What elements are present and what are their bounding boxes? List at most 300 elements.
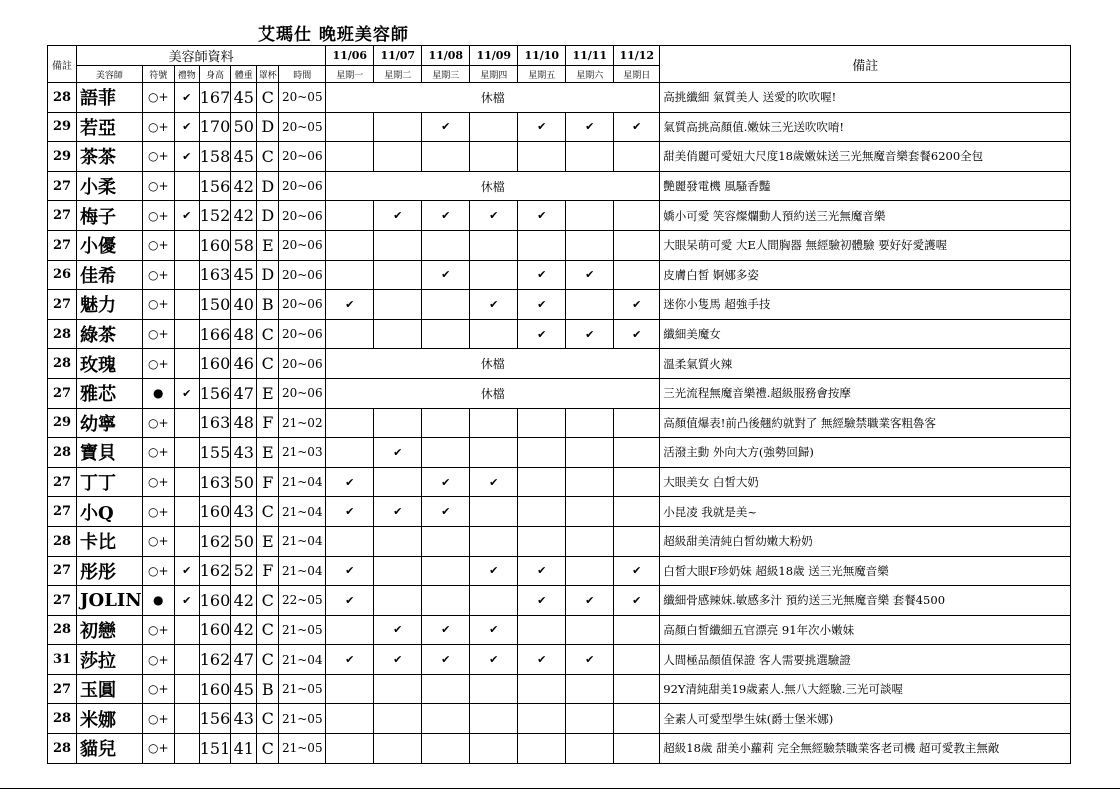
day-cell [470, 230, 518, 260]
name-cell: 茶茶 [77, 142, 143, 172]
time-cell: 20~06 [279, 319, 326, 349]
day-cell: ✔ [566, 260, 614, 290]
symbol-cell: ○+ [142, 142, 174, 172]
day-cell [326, 201, 374, 231]
day-cell [470, 142, 518, 172]
day-cell [326, 319, 374, 349]
cup-cell: C [257, 319, 279, 349]
symbol-cell: ○+ [142, 83, 174, 113]
day-cell: ✔ [566, 112, 614, 142]
weight-cell: 42 [231, 171, 257, 201]
table-row [48, 586, 1071, 616]
divider [0, 788, 1120, 789]
time-cell: 20~06 [279, 142, 326, 172]
gift-cell [174, 674, 199, 704]
day-cell: ✔ [422, 467, 470, 497]
day-cell [374, 556, 422, 586]
symbol-cell: ○+ [142, 290, 174, 320]
weight-cell: 45 [231, 83, 257, 113]
remark-cell: 大眼呆萌可愛 大E人間胸器 無經驗初體驗 要好好愛護喔 [660, 230, 1071, 260]
day-cell [614, 704, 660, 734]
day-cell [470, 704, 518, 734]
cup-cell: E [257, 230, 279, 260]
day-cell [614, 201, 660, 231]
day-cell: ✔ [614, 556, 660, 586]
age-cell: 27 [48, 467, 77, 497]
day-cell [422, 142, 470, 172]
symbol-cell: ○+ [142, 349, 174, 379]
remark-cell: 皮膚白皙 婀娜多姿 [660, 260, 1071, 290]
day-cell: ✔ [326, 586, 374, 616]
column-header: 身高 [199, 66, 231, 83]
symbol-cell: ○+ [142, 171, 174, 201]
name-cell: 玉圓 [77, 674, 143, 704]
date-header: 11/11 [566, 46, 614, 66]
remark-cell: 溫柔氣質火辣 [660, 349, 1071, 379]
cup-cell: C [257, 142, 279, 172]
day-cell [422, 556, 470, 586]
time-cell: 20~06 [279, 378, 326, 408]
name-cell: 綠茶 [77, 319, 143, 349]
schedule-table [47, 45, 1071, 764]
column-header: 時間 [279, 66, 326, 83]
name-cell: 初戀 [77, 615, 143, 645]
gift-cell: ✔ [174, 586, 199, 616]
height-cell: 151 [199, 734, 231, 764]
cup-cell: E [257, 438, 279, 468]
name-cell: 莎拉 [77, 645, 143, 675]
day-cell: ✔ [374, 201, 422, 231]
day-cell: ✔ [374, 645, 422, 675]
weight-cell: 45 [231, 674, 257, 704]
time-cell: 21~04 [279, 526, 326, 556]
age-cell: 27 [48, 586, 77, 616]
cup-cell: D [257, 201, 279, 231]
age-cell: 28 [48, 526, 77, 556]
day-cell [470, 674, 518, 704]
day-cell [566, 734, 614, 764]
remark-cell: 92Y清純甜美19歲素人.無八大經驗.三光可談喔 [660, 674, 1071, 704]
name-cell: 佳希 [77, 260, 143, 290]
name-cell: 魅力 [77, 290, 143, 320]
age-cell: 31 [48, 645, 77, 675]
weight-cell: 48 [231, 408, 257, 438]
height-cell: 156 [199, 704, 231, 734]
day-cell [614, 674, 660, 704]
gift-cell [174, 526, 199, 556]
day-cell: ✔ [518, 290, 566, 320]
day-cell [518, 438, 566, 468]
day-cell [422, 230, 470, 260]
age-cell: 29 [48, 112, 77, 142]
age-cell: 28 [48, 615, 77, 645]
symbol-cell: ○+ [142, 556, 174, 586]
day-cell: ✔ [518, 201, 566, 231]
cup-cell: F [257, 408, 279, 438]
table-row [48, 230, 1071, 260]
day-cell [470, 734, 518, 764]
rest-cell: 休檔 [326, 171, 660, 201]
name-cell: 若亞 [77, 112, 143, 142]
day-cell [614, 438, 660, 468]
gift-cell [174, 230, 199, 260]
cup-cell: C [257, 349, 279, 379]
symbol-cell: ○+ [142, 408, 174, 438]
day-cell: ✔ [422, 645, 470, 675]
day-cell [374, 467, 422, 497]
table-row [48, 201, 1071, 231]
age-cell: 28 [48, 319, 77, 349]
age-cell: 28 [48, 438, 77, 468]
day-cell [422, 290, 470, 320]
cup-cell: C [257, 734, 279, 764]
height-cell: 166 [199, 319, 231, 349]
symbol-cell: ○+ [142, 615, 174, 645]
cup-cell: C [257, 497, 279, 527]
remark-cell: 氣質高挑高顏值.嫩妹三光送吹吹唷! [660, 112, 1071, 142]
remark-cell: 高顏值爆表!前凸後翹約就對了 無經驗禁職業客粗魯客 [660, 408, 1071, 438]
age-cell: 27 [48, 556, 77, 586]
day-cell [470, 319, 518, 349]
gift-cell: ✔ [174, 201, 199, 231]
remark-cell: 迷你小隻馬 超強手技 [660, 290, 1071, 320]
table-row [48, 674, 1071, 704]
cup-cell: B [257, 290, 279, 320]
table-row [48, 734, 1071, 764]
time-cell: 21~05 [279, 674, 326, 704]
table-row [48, 704, 1071, 734]
weight-cell: 58 [231, 230, 257, 260]
height-cell: 160 [199, 674, 231, 704]
day-cell [470, 497, 518, 527]
remark-cell: 人間極品顏值保證 客人需要挑選驗證 [660, 645, 1071, 675]
day-cell: ✔ [518, 112, 566, 142]
day-cell: ✔ [326, 645, 374, 675]
age-cell: 27 [48, 201, 77, 231]
symbol-cell: ○+ [142, 260, 174, 290]
table-row [48, 378, 1071, 408]
remark-cell: 嬌小可愛 笑容燦爛動人預約送三光無魔音樂 [660, 201, 1071, 231]
day-cell [470, 112, 518, 142]
height-cell: 163 [199, 260, 231, 290]
day-cell [422, 408, 470, 438]
remark-cell: 超級甜美清純白皙幼嫩大粉奶 [660, 526, 1071, 556]
day-cell [374, 704, 422, 734]
height-cell: 150 [199, 290, 231, 320]
page-title: 艾瑪仕 晚班美容師 [258, 25, 409, 45]
gift-cell: ✔ [174, 378, 199, 408]
column-header: 罩杯 [257, 66, 279, 83]
day-cell [566, 408, 614, 438]
day-cell [518, 615, 566, 645]
remark-cell: 甜美俏麗可愛妞大尺度18歲嫩妹送三光無魔音樂套餐6200全包 [660, 142, 1071, 172]
day-cell [518, 467, 566, 497]
weight-cell: 42 [231, 615, 257, 645]
time-cell: 21~03 [279, 438, 326, 468]
day-cell [374, 230, 422, 260]
time-cell: 20~05 [279, 83, 326, 113]
date-header: 11/07 [374, 46, 422, 66]
time-cell: 20~06 [279, 290, 326, 320]
remark-cell: 大眼美女 白皙大奶 [660, 467, 1071, 497]
name-cell: 幼寧 [77, 408, 143, 438]
height-cell: 163 [199, 408, 231, 438]
rest-cell: 休檔 [326, 349, 660, 379]
name-cell: 小Q [77, 497, 143, 527]
time-cell: 20~06 [279, 201, 326, 231]
day-cell [518, 674, 566, 704]
day-cell [614, 615, 660, 645]
weight-cell: 43 [231, 704, 257, 734]
remark-cell: 纖細美魔女 [660, 319, 1071, 349]
table-row [48, 171, 1071, 201]
time-cell: 21~04 [279, 497, 326, 527]
table-row [48, 83, 1071, 113]
weight-cell: 47 [231, 645, 257, 675]
day-cell [614, 230, 660, 260]
day-cell: ✔ [518, 645, 566, 675]
day-cell [422, 586, 470, 616]
day-cell [326, 674, 374, 704]
time-cell: 21~05 [279, 615, 326, 645]
weekday-header: 星期一 [326, 66, 374, 83]
weight-cell: 45 [231, 260, 257, 290]
table-row [48, 408, 1071, 438]
table-row [48, 645, 1071, 675]
day-cell: ✔ [470, 290, 518, 320]
time-cell: 20~06 [279, 171, 326, 201]
day-cell [566, 615, 614, 645]
gift-cell [174, 704, 199, 734]
day-cell [422, 526, 470, 556]
day-cell [470, 408, 518, 438]
profile-group-header: 美容師資料 [77, 46, 326, 66]
age-cell: 27 [48, 674, 77, 704]
remark-cell: 三光流程無魔音樂禮.超級服務會按摩 [660, 378, 1071, 408]
weight-cell: 50 [231, 467, 257, 497]
day-cell: ✔ [422, 497, 470, 527]
day-cell: ✔ [614, 290, 660, 320]
day-cell [614, 142, 660, 172]
day-cell [566, 201, 614, 231]
day-cell: ✔ [518, 556, 566, 586]
gift-cell [174, 734, 199, 764]
age-cell: 28 [48, 83, 77, 113]
symbol-cell: ○+ [142, 526, 174, 556]
column-header: 美容師 [77, 66, 143, 83]
day-cell [614, 260, 660, 290]
table-row [48, 615, 1071, 645]
name-cell: 彤彤 [77, 556, 143, 586]
symbol-cell: ● [142, 378, 174, 408]
height-cell: 155 [199, 438, 231, 468]
time-cell: 20~05 [279, 112, 326, 142]
weekday-header: 星期四 [470, 66, 518, 83]
day-cell [326, 734, 374, 764]
day-cell: ✔ [614, 586, 660, 616]
day-cell [470, 526, 518, 556]
gift-cell [174, 645, 199, 675]
day-cell [614, 526, 660, 556]
age-cell: 28 [48, 349, 77, 379]
weight-cell: 43 [231, 438, 257, 468]
day-cell: ✔ [614, 112, 660, 142]
day-cell: ✔ [374, 497, 422, 527]
day-cell [518, 704, 566, 734]
day-cell [326, 260, 374, 290]
day-cell [566, 467, 614, 497]
day-cell [566, 497, 614, 527]
rest-cell: 休檔 [326, 83, 660, 113]
height-cell: 160 [199, 586, 231, 616]
day-cell [326, 704, 374, 734]
time-cell: 21~04 [279, 467, 326, 497]
name-cell: 梅子 [77, 201, 143, 231]
day-cell [470, 438, 518, 468]
day-cell [422, 674, 470, 704]
age-cell: 29 [48, 408, 77, 438]
day-cell: ✔ [374, 438, 422, 468]
gift-cell [174, 615, 199, 645]
day-cell [326, 615, 374, 645]
height-cell: 162 [199, 645, 231, 675]
height-cell: 162 [199, 556, 231, 586]
day-cell [518, 230, 566, 260]
day-cell [326, 230, 374, 260]
cup-cell: B [257, 674, 279, 704]
time-cell: 21~04 [279, 645, 326, 675]
weight-cell: 40 [231, 290, 257, 320]
day-cell: ✔ [326, 467, 374, 497]
height-cell: 163 [199, 467, 231, 497]
weekday-header: 星期六 [566, 66, 614, 83]
time-cell: 20~06 [279, 349, 326, 379]
day-cell: ✔ [470, 645, 518, 675]
day-cell: ✔ [566, 319, 614, 349]
day-cell [374, 112, 422, 142]
day-cell [614, 734, 660, 764]
weekday-header: 星期日 [614, 66, 660, 83]
remark-cell: 活潑主動 外向大方(強勢回歸) [660, 438, 1071, 468]
height-cell: 152 [199, 201, 231, 231]
weight-cell: 50 [231, 526, 257, 556]
height-cell: 162 [199, 526, 231, 556]
day-cell [374, 260, 422, 290]
day-cell [518, 526, 566, 556]
age-cell: 29 [48, 142, 77, 172]
date-header: 11/09 [470, 46, 518, 66]
day-cell [566, 556, 614, 586]
day-cell: ✔ [326, 497, 374, 527]
symbol-cell: ○+ [142, 467, 174, 497]
height-cell: 160 [199, 497, 231, 527]
day-cell [326, 526, 374, 556]
day-cell: ✔ [422, 112, 470, 142]
day-cell [326, 112, 374, 142]
day-cell [374, 674, 422, 704]
table-row [48, 556, 1071, 586]
symbol-cell: ○+ [142, 645, 174, 675]
day-cell [422, 704, 470, 734]
table-row [48, 497, 1071, 527]
day-cell: ✔ [518, 319, 566, 349]
height-cell: 160 [199, 349, 231, 379]
day-cell: ✔ [422, 260, 470, 290]
day-cell: ✔ [470, 467, 518, 497]
day-cell [566, 526, 614, 556]
weight-cell: 43 [231, 497, 257, 527]
age-cell: 27 [48, 171, 77, 201]
table-row [48, 142, 1071, 172]
day-cell: ✔ [614, 319, 660, 349]
date-header: 11/06 [326, 46, 374, 66]
day-cell: ✔ [374, 615, 422, 645]
schedule-body [48, 83, 1071, 764]
name-cell: 貓兒 [77, 734, 143, 764]
height-cell: 167 [199, 83, 231, 113]
day-cell: ✔ [326, 290, 374, 320]
height-cell: 160 [199, 230, 231, 260]
time-cell: 21~02 [279, 408, 326, 438]
weight-cell: 48 [231, 319, 257, 349]
time-cell: 22~05 [279, 586, 326, 616]
cup-cell: D [257, 112, 279, 142]
cup-cell: F [257, 556, 279, 586]
day-cell [374, 319, 422, 349]
day-cell [518, 497, 566, 527]
age-header: 備註 [48, 46, 77, 83]
table-row [48, 526, 1071, 556]
name-cell: 米娜 [77, 704, 143, 734]
table-row [48, 260, 1071, 290]
symbol-cell: ○+ [142, 438, 174, 468]
weight-cell: 46 [231, 349, 257, 379]
remark-cell: 全素人可愛型學生妹(爵士堡米娜) [660, 704, 1071, 734]
weight-cell: 50 [231, 112, 257, 142]
day-cell [374, 526, 422, 556]
remark-cell: 超級18歲 甜美小蘿莉 完全無經驗禁職業客老司機 超可愛教主無敵 [660, 734, 1071, 764]
cup-cell: C [257, 586, 279, 616]
table-row [48, 112, 1071, 142]
time-cell: 21~05 [279, 704, 326, 734]
day-cell: ✔ [518, 260, 566, 290]
remark-cell: 纖細骨感辣妹.敏感多汁 預約送三光無魔音樂 套餐4500 [660, 586, 1071, 616]
gift-cell [174, 290, 199, 320]
cup-cell: D [257, 260, 279, 290]
age-cell: 26 [48, 260, 77, 290]
day-cell: ✔ [422, 615, 470, 645]
column-header: 體重 [231, 66, 257, 83]
day-cell [566, 142, 614, 172]
time-cell: 20~06 [279, 260, 326, 290]
name-cell: 卡比 [77, 526, 143, 556]
day-cell [518, 142, 566, 172]
day-cell [326, 438, 374, 468]
day-cell [614, 645, 660, 675]
cup-cell: C [257, 645, 279, 675]
gift-cell [174, 319, 199, 349]
day-cell [374, 734, 422, 764]
day-cell [470, 586, 518, 616]
day-cell [518, 734, 566, 764]
day-cell [422, 734, 470, 764]
time-cell: 20~06 [279, 230, 326, 260]
day-cell [374, 408, 422, 438]
day-cell [374, 142, 422, 172]
day-cell: ✔ [326, 556, 374, 586]
symbol-cell: ○+ [142, 734, 174, 764]
day-cell [566, 290, 614, 320]
